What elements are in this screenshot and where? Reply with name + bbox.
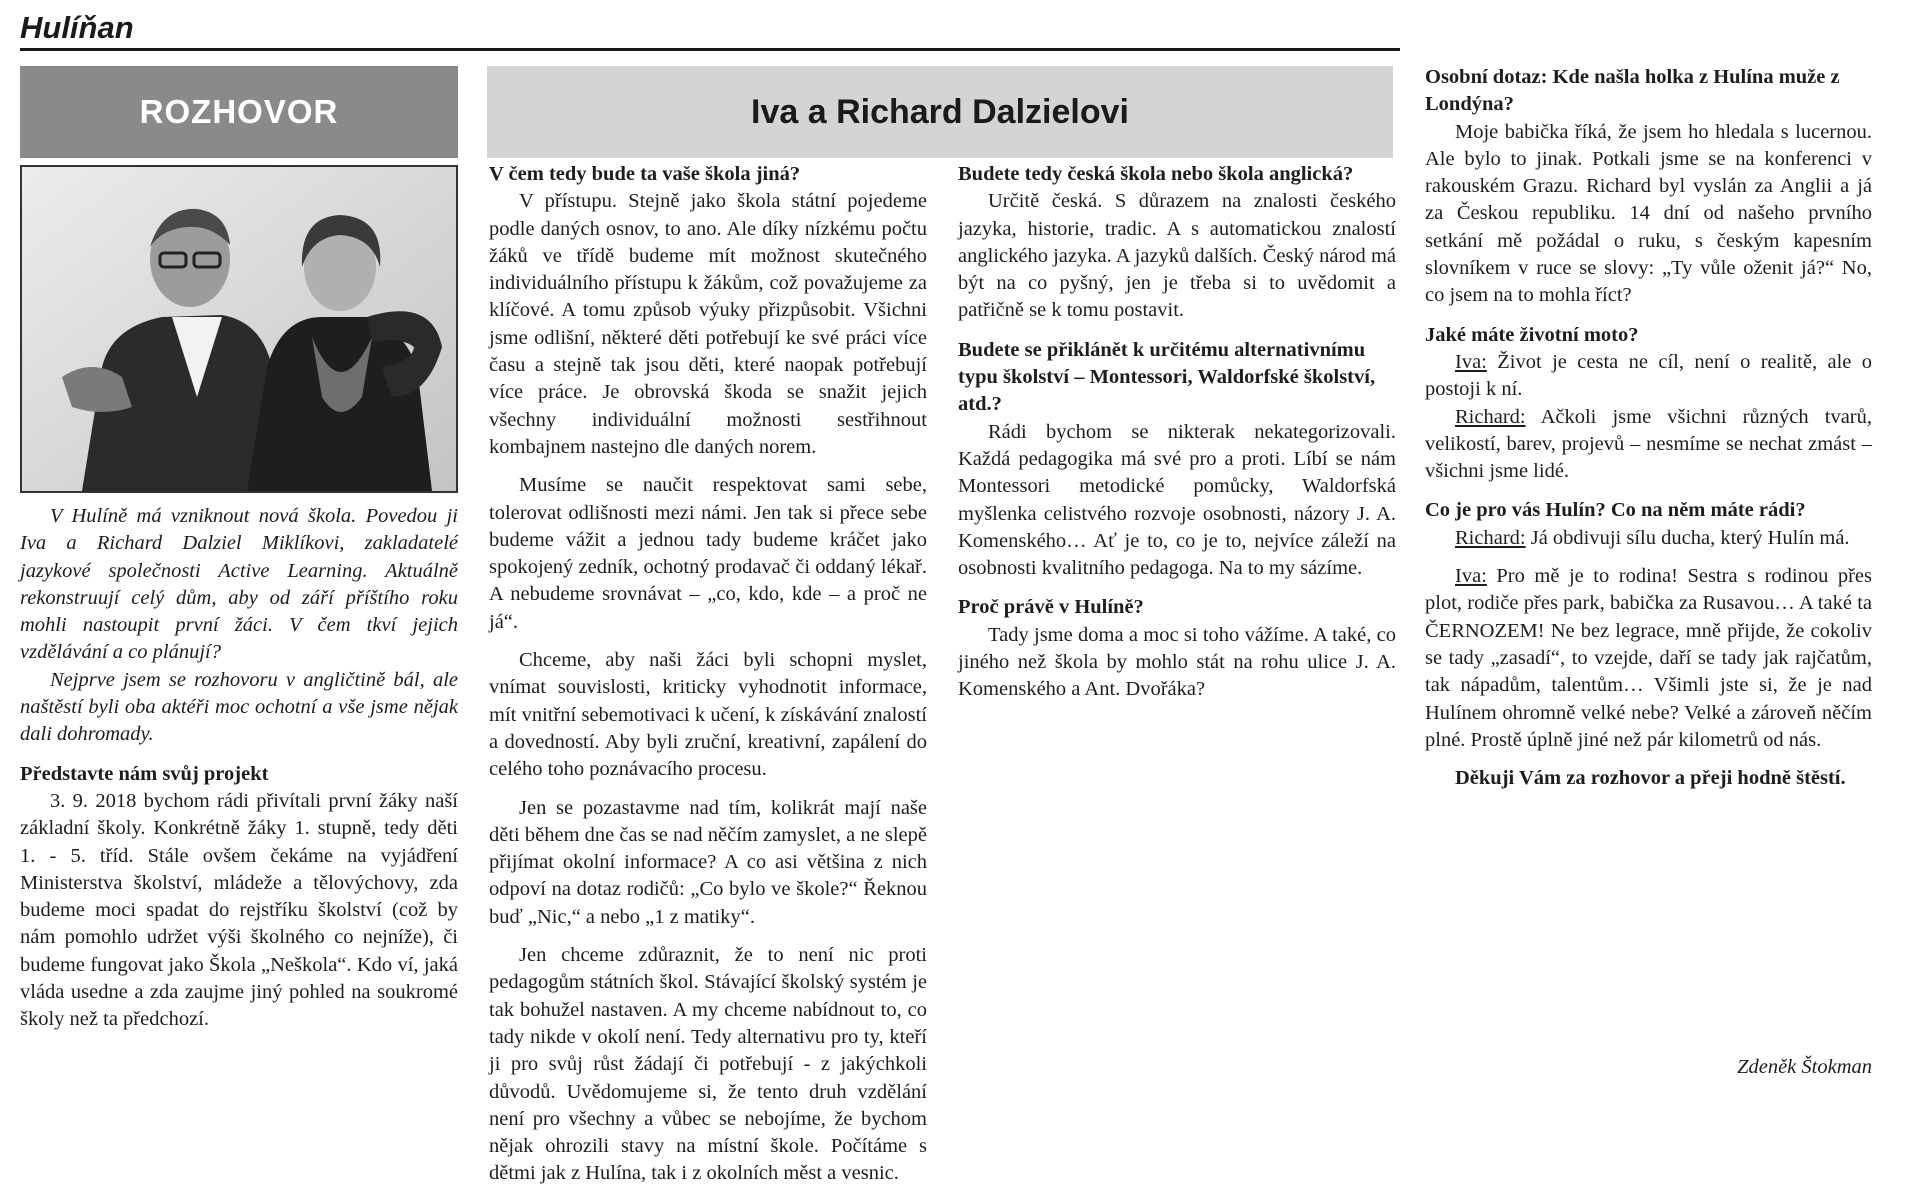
answer-text: Ačkoli jsme všichni různých tvarů, velikostí, barev, projevů – nesmíme se nechat zmást – všichni jsme lidé. — [1425, 405, 1872, 483]
article-title: Iva a Richard Dalzielovi — [487, 66, 1393, 158]
question-heading: Budete se přiklánět k určitému alternativnímu typu školství – Montessori, Waldorfské školství, atd.? — [958, 338, 1376, 416]
answer-paragraph: Jen chceme zdůraznit, že to není nic proti pedagogům státních škol. Stávající školský systém je tak bohužel nastaven. A my chceme nabídnout to, co tady nikde v okolí není. Tedy alternativu pro ty, kteří ji pro svůj růst žádají či potřebují - z jakýchkoli důvodů. Uvědomujeme si, že tento druh vzdělání není pro všechny a vůbec se nebojíme, že bychom nějak ohrozili stavy na místní škole. Počítáme s dětmi jak z Hulína, tak i z okolních měst a vesnic. — [489, 944, 927, 1185]
header-divider — [20, 48, 1400, 51]
magazine-title: Hulíňan — [20, 10, 134, 45]
answer-text: Život je cesta ne cíl, není o realitě, ale o postoji k ní. — [1425, 350, 1873, 401]
question-heading: Představte nám svůj projekt — [20, 762, 269, 785]
speaker-label-iva: Iva: — [1455, 565, 1487, 588]
answer-paragraph: Moje babička říká, že jsem ho hledala s lucernou. Ale bylo to jinak. Potkali jsme se na konferenci v rakouském Grazu. Richard byl vyslán za Anglii a já za Českou republiku. 14 dní od našeho prvního setkání mě požádal o ruku, s českým kapesním slovníkem v ruce se slovy: „Ty vůle oženit já?“ No, co jsem na to mohla říct? — [1425, 120, 1872, 307]
portrait-photo — [20, 165, 458, 493]
answer-paragraph: 3. 9. 2018 bychom rádi přivítali první žáky naší základní školy. Konkrétně žáky 1. stupně, tedy děti 1. - 5. tříd. Stále ovšem čekáme na vyjádření Ministerstva školství, mládeže a tělovýchovy, zda budeme moci spadat do rejstříku školství (což by nám pomohlo udržet výši školného co nejníže), či budeme fungovat jako Škola „Neškola“. Kdo ví, jaká vláda usedne a zda zaujme jiný pohled na soukromé školy než ta předchozí. — [20, 789, 458, 1031]
question-heading: Jaké máte životní moto? — [1425, 323, 1639, 346]
author-signature: Zdeněk Štokman — [1737, 1056, 1872, 1078]
portrait-photo-image — [22, 167, 456, 491]
question-heading: V čem tedy bude ta vaše škola jiná? — [489, 163, 801, 185]
answer-paragraph: Tady jsme doma a moc si toho vážíme. A také, co jiného než škola by mohlo stát na rohu ulice J. A. Komenského a Ant. Dvořáka? — [958, 623, 1396, 701]
column-4 — [1425, 64, 1872, 792]
answer-paragraph: Rádi bychom se nikterak nekategorizovali. Každá pedagogika má své pro a proti. Líbí se nám Montessori metodické pomůcky, Waldorfská myšlenka celistvého rozvoje osobnosti, názory J. A. Komenského… Ať je to, co je to, nejvíce záleží na osobnosti kvalitního pedagoga. Na to my sázíme. — [958, 420, 1396, 580]
answer-text: Pro mě je to rodina! Sestra s rodinou přes plot, rodiče přes park, babička za Rusavou… A také ta ČERNOZEM! Ne bez legrace, mně přijde, že cokoliv se tady „zasadí“, to vzejde, daří se tady jak rajčatům, tak nápadům, talentům… Všimli jste si, že je nad Hulínem ohromně velké nebe? Velké a zároveň něčím plné. Prostě úplně jiné než pár kilometrů od nás. — [1425, 565, 1873, 751]
answer-text: Já obdivuji sílu ducha, který Hulín má. — [1530, 526, 1850, 549]
question-heading: Proč právě v Hulíně? — [958, 596, 1144, 619]
speaker-label-iva: Iva: — [1455, 350, 1487, 373]
intro — [20, 503, 458, 749]
speaker-label-richard: Richard: — [1455, 405, 1526, 428]
intro-paragraph: Nejprve jsem se rozhovoru v angličtině bál, ale naštěstí byli oba aktéři moc ochotní a vše jsme nějak dali dohromady. — [20, 668, 458, 746]
question-heading: Osobní dotaz: Kde našla holka z Hulína muže z Londýna? — [1425, 66, 1840, 116]
answer-paragraph: Určitě česká. S důrazem na znalosti českého jazyka, historie, tradic. A s automatickou znalostí anglického jazyka. A jazyků dalších. Český národ má být na co pyšný, jen je třeba si to uvědomit a patřičně se k tomu postavit. — [958, 190, 1396, 322]
column-1 — [20, 503, 458, 1034]
answer-paragraph — [1425, 525, 1872, 552]
intro-paragraph: V Hulíně má vzniknout nová škola. Povedou ji Iva a Richard Dalziel Miklíkovi, zakladatelé jazykové společnosti Active Learning. Aktuálně rekonstruují celý dům, aby od září příštího roku mohli nastoupit první žáci. V čem tkví jejich vzdělávání a co plánují? — [20, 505, 458, 664]
closing-thanks: Děkuji Vám za rozhovor a přeji hodně štěstí. — [1455, 767, 1846, 790]
speaker-label-richard: Richard: — [1455, 526, 1526, 549]
question-heading: Co je pro vás Hulín? Co na něm máte rádi? — [1425, 499, 1806, 522]
answer-paragraph: Chceme, aby naši žáci byli schopni myslet, vnímat souvislosti, kriticky vyhodnotit informace, mít vnitřní sebemotivaci k učení, k získávání znalostí a dovedností. Aby byli zruční, kreativní, zapálení do celého toho poznávacího procesu. — [489, 649, 927, 781]
answer-paragraph: V přístupu. Stejně jako škola státní pojedeme podle daných osnov, to ano. Ale díky nízkému počtu žáků ve třídě budeme mít možnost skutečného individuálního přístupu k žákům, což považujeme za klíčové. A tomu způsob výuky přizpůsobit. Všichni jsme odlišní, některé děti potřebují ke své práci více času a stejně tak jsou děti, které naopak potřebují více práce. Je obrovská škoda se snažit jejich všechny individuální možnosti sestřihnout kombajnem nastejno dle daných norem. — [489, 190, 927, 458]
answer-paragraph: Jen se pozastavme nad tím, kolikrát mají naše děti během dne čas se nad něčím zamyslet, a ne slepě přijímat okolní informace? A co asi většina z nich odpoví na dotaz rodičů: „Co bylo ve škole?“ Řeknou buď „Nic,“ a nebo „1 z matiky“. — [489, 796, 927, 928]
section-label: ROZHOVOR — [20, 66, 458, 158]
answer-paragraph: Musíme se naučit respektovat sami sebe, tolerovat odlišnosti mezi námi. Jen tak si přece sebe budeme vážit a jednou tady budeme kráčet jako spokojený zedník, ochotný prodavač či oddaný lékař. A nebudeme srovnávat – „co, kdo, kde – a proč ne já“. — [489, 474, 927, 633]
answer-paragraph — [1425, 349, 1872, 404]
column-2 — [489, 161, 927, 1188]
answer-paragraph — [1425, 563, 1872, 754]
answer-paragraph — [1425, 404, 1872, 486]
question-heading: Budete tedy česká škola nebo škola anglická? — [958, 163, 1354, 185]
column-3 — [958, 161, 1396, 704]
